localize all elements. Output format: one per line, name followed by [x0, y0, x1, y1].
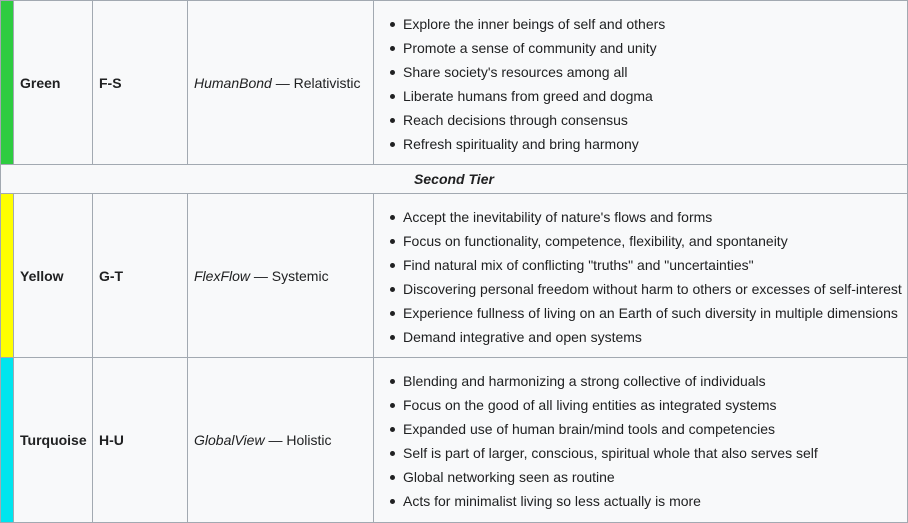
table-row-green	[1, 1, 908, 165]
color-swatch-green	[1, 1, 14, 165]
traits-cell	[374, 1, 908, 165]
table-row-yellow	[1, 194, 908, 358]
list-item: Accept the inevitability of nature's flows and forms	[388, 205, 901, 229]
list-item: Promote a sense of community and unity	[388, 36, 901, 60]
level-code: H-U	[93, 358, 188, 523]
list-item: Refresh spirituality and bring harmony	[388, 132, 901, 156]
meme-type: — Systemic	[250, 267, 329, 284]
list-item: Focus on functionality, competence, flexibility, and spontaneity	[388, 229, 901, 253]
list-item: Expanded use of human brain/mind tools and competencies	[388, 417, 901, 441]
list-item: Demand integrative and open systems	[388, 325, 901, 349]
meme-name: GlobalView	[194, 432, 265, 448]
meme-type: — Relativistic	[271, 74, 361, 91]
level-name: Yellow	[14, 194, 93, 358]
tier-header-row	[1, 165, 908, 194]
list-item: Liberate humans from greed and dogma	[388, 84, 901, 108]
list-item: Self is part of larger, conscious, spiritual whole that also serves self	[388, 441, 901, 465]
list-item: Global networking seen as routine	[388, 465, 901, 489]
traits-list	[388, 205, 901, 349]
list-item: Focus on the good of all living entities as integrated systems	[388, 393, 901, 417]
list-item: Reach decisions through consensus	[388, 108, 901, 132]
meme-type: — Holistic	[264, 432, 332, 448]
meme-name: FlexFlow	[194, 267, 251, 284]
traits-list	[388, 369, 901, 513]
list-item: Blending and harmonizing a strong collective of individuals	[388, 369, 901, 393]
meme-description	[188, 1, 374, 165]
list-item: Share society's resources among all	[388, 60, 901, 84]
meme-name: HumanBond	[194, 74, 272, 91]
meme-description	[188, 358, 374, 523]
list-item: Explore the inner beings of self and others	[388, 12, 901, 36]
level-name: Green	[14, 1, 93, 165]
traits-list	[388, 12, 901, 156]
traits-cell	[374, 358, 908, 523]
level-code: F-S	[93, 1, 188, 165]
level-name: Turquoise	[14, 358, 93, 523]
list-item: Discovering personal freedom without harm to others or excesses of self-interest	[388, 277, 901, 301]
color-swatch-yellow	[1, 194, 14, 358]
list-item: Experience fullness of living on an Earth of such diversity in multiple dimensions	[388, 301, 901, 325]
meme-description	[188, 194, 374, 358]
color-swatch-turquoise	[1, 358, 14, 523]
traits-cell	[374, 194, 908, 358]
list-item: Acts for minimalist living so less actually is more	[388, 489, 901, 513]
level-code: G-T	[93, 194, 188, 358]
tier-label: Second Tier	[1, 165, 908, 194]
list-item: Find natural mix of conflicting "truths" and "uncertainties"	[388, 253, 901, 277]
table-row-turquoise	[1, 358, 908, 523]
